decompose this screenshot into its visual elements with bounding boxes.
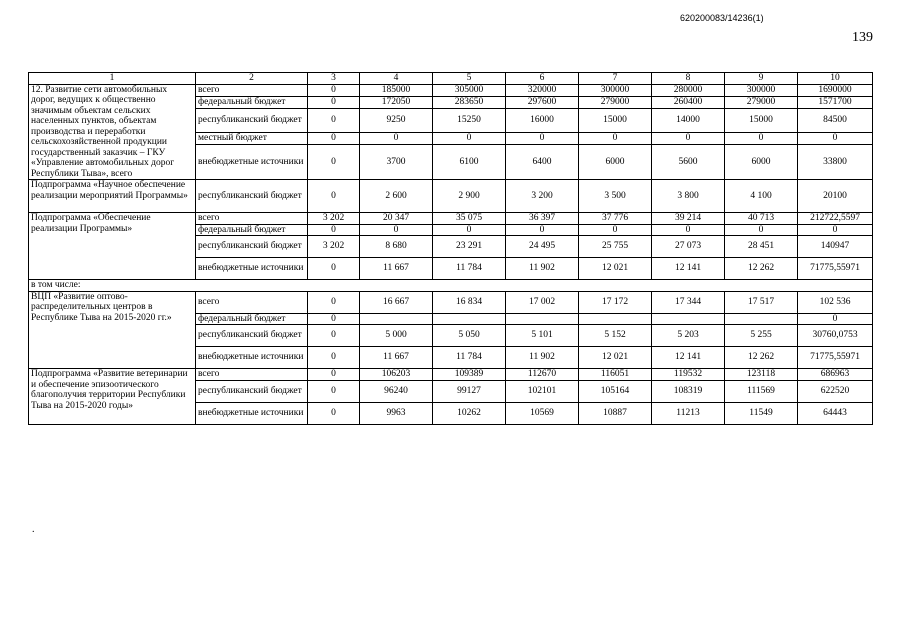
- value-cell: 0: [308, 313, 360, 325]
- program-name: Подпрограмма «Развитие ветеринарии и обеспечение эпизоотического благополучия территории Республики Тыва на 2015-2020 годы»: [29, 369, 196, 425]
- value-cell: 5 050: [433, 325, 506, 347]
- funding-source: республиканский бюджет: [196, 236, 308, 258]
- value-cell: 0: [579, 224, 652, 236]
- value-cell: 5600: [652, 144, 725, 179]
- value-cell: 0: [433, 132, 506, 144]
- value-cell: 279000: [725, 96, 798, 108]
- value-cell: 1690000: [798, 84, 873, 96]
- value-cell: 212722,5597: [798, 213, 873, 225]
- value-cell: 109389: [433, 369, 506, 381]
- value-cell: 5 152: [579, 325, 652, 347]
- value-cell: 39 214: [652, 213, 725, 225]
- value-cell: 17 002: [506, 291, 579, 313]
- value-cell: 0: [308, 369, 360, 381]
- footer-mark: .: [32, 524, 35, 535]
- value-cell: 5 255: [725, 325, 798, 347]
- value-cell: 0: [798, 313, 873, 325]
- header-cell: 2: [196, 73, 308, 85]
- value-cell: 108319: [652, 380, 725, 402]
- value-cell: 0: [725, 132, 798, 144]
- value-cell: 0: [308, 224, 360, 236]
- value-cell: 0: [308, 325, 360, 347]
- value-cell: 17 344: [652, 291, 725, 313]
- value-cell: 0: [798, 132, 873, 144]
- value-cell: [506, 313, 579, 325]
- value-cell: 0: [308, 180, 360, 213]
- funding-source: внебюджетные источники: [196, 258, 308, 280]
- funding-source: внебюджетные источники: [196, 402, 308, 424]
- header-cell: 7: [579, 73, 652, 85]
- value-cell: 16 834: [433, 291, 506, 313]
- program-name: ВЦП «Развитие оптово-распределительных центров в Республике Тыва на 2015-2020 гг.»: [29, 291, 196, 369]
- value-cell: 0: [506, 224, 579, 236]
- table-row: [29, 84, 873, 96]
- value-cell: 25 755: [579, 236, 652, 258]
- value-cell: 10262: [433, 402, 506, 424]
- value-cell: 280000: [652, 84, 725, 96]
- header-row: [29, 73, 873, 85]
- value-cell: 105164: [579, 380, 652, 402]
- value-cell: 30760,0753: [798, 325, 873, 347]
- value-cell: 6000: [725, 144, 798, 179]
- value-cell: 0: [360, 132, 433, 144]
- value-cell: [433, 313, 506, 325]
- header-cell: 1: [29, 73, 196, 85]
- funding-source: республиканский бюджет: [196, 325, 308, 347]
- value-cell: 20100: [798, 180, 873, 213]
- header-cell: 10: [798, 73, 873, 85]
- value-cell: 3 500: [579, 180, 652, 213]
- value-cell: 0: [579, 132, 652, 144]
- value-cell: 622520: [798, 380, 873, 402]
- value-cell: 11 902: [506, 258, 579, 280]
- value-cell: 119532: [652, 369, 725, 381]
- value-cell: 96240: [360, 380, 433, 402]
- value-cell: 300000: [725, 84, 798, 96]
- value-cell: 102101: [506, 380, 579, 402]
- program-name: 12. Развитие сети автомобильных дорог, ведущих к общественно значимым объектам сельских населенных пунктов, объектам производства и переработки сельскохозяйственной продукции государственный заказчик – ГКУ «Управление автомобильных дорог Республики Тыва», всего: [29, 84, 196, 180]
- funding-source: внебюджетные источники: [196, 144, 308, 179]
- value-cell: 3700: [360, 144, 433, 179]
- value-cell: 16000: [506, 109, 579, 132]
- value-cell: 11549: [725, 402, 798, 424]
- funding-source: республиканский бюджет: [196, 380, 308, 402]
- value-cell: 15250: [433, 109, 506, 132]
- value-cell: 686963: [798, 369, 873, 381]
- value-cell: [725, 313, 798, 325]
- value-cell: 0: [308, 132, 360, 144]
- funding-source: всего: [196, 84, 308, 96]
- value-cell: 300000: [579, 84, 652, 96]
- value-cell: 9250: [360, 109, 433, 132]
- value-cell: [360, 313, 433, 325]
- value-cell: 123118: [725, 369, 798, 381]
- funding-source: федеральный бюджет: [196, 313, 308, 325]
- value-cell: 23 291: [433, 236, 506, 258]
- funding-source: всего: [196, 213, 308, 225]
- section-note: в том числе:: [29, 280, 873, 292]
- value-cell: 10887: [579, 402, 652, 424]
- value-cell: [652, 313, 725, 325]
- value-cell: 28 451: [725, 236, 798, 258]
- value-cell: 11 902: [506, 347, 579, 369]
- funding-source: всего: [196, 291, 308, 313]
- value-cell: 71775,55971: [798, 347, 873, 369]
- value-cell: 0: [652, 224, 725, 236]
- value-cell: 17 172: [579, 291, 652, 313]
- value-cell: 9963: [360, 402, 433, 424]
- value-cell: 2 900: [433, 180, 506, 213]
- value-cell: 5 203: [652, 325, 725, 347]
- document-id: 620200083/14236(1): [680, 13, 764, 23]
- value-cell: 3 800: [652, 180, 725, 213]
- page-number: 139: [852, 30, 873, 45]
- value-cell: 283650: [433, 96, 506, 108]
- value-cell: 305000: [433, 84, 506, 96]
- value-cell: 35 075: [433, 213, 506, 225]
- value-cell: 0: [308, 84, 360, 96]
- value-cell: 2 600: [360, 180, 433, 213]
- value-cell: 11 667: [360, 347, 433, 369]
- value-cell: 17 517: [725, 291, 798, 313]
- value-cell: 5 101: [506, 325, 579, 347]
- value-cell: 12 021: [579, 347, 652, 369]
- value-cell: 11213: [652, 402, 725, 424]
- header-cell: 5: [433, 73, 506, 85]
- value-cell: 0: [308, 258, 360, 280]
- value-cell: 185000: [360, 84, 433, 96]
- value-cell: 12 262: [725, 347, 798, 369]
- value-cell: 0: [308, 347, 360, 369]
- header-cell: 3: [308, 73, 360, 85]
- value-cell: 37 776: [579, 213, 652, 225]
- table-body: [29, 73, 873, 425]
- value-cell: 33800: [798, 144, 873, 179]
- value-cell: 0: [506, 132, 579, 144]
- header-cell: 4: [360, 73, 433, 85]
- funding-source: федеральный бюджет: [196, 96, 308, 108]
- table-row: [29, 291, 873, 313]
- value-cell: 0: [725, 224, 798, 236]
- value-cell: 6000: [579, 144, 652, 179]
- funding-source: внебюджетные источники: [196, 347, 308, 369]
- value-cell: 116051: [579, 369, 652, 381]
- value-cell: 0: [652, 132, 725, 144]
- header-cell: 8: [652, 73, 725, 85]
- value-cell: 0: [308, 144, 360, 179]
- value-cell: 0: [308, 109, 360, 132]
- subtotal-label-row: [29, 280, 873, 292]
- value-cell: 5 000: [360, 325, 433, 347]
- value-cell: 0: [308, 291, 360, 313]
- value-cell: 112670: [506, 369, 579, 381]
- value-cell: 12 141: [652, 258, 725, 280]
- value-cell: 106203: [360, 369, 433, 381]
- value-cell: [579, 313, 652, 325]
- value-cell: 0: [308, 402, 360, 424]
- value-cell: 111569: [725, 380, 798, 402]
- value-cell: 6400: [506, 144, 579, 179]
- value-cell: 0: [360, 224, 433, 236]
- budget-table: [28, 72, 873, 425]
- value-cell: 64443: [798, 402, 873, 424]
- value-cell: 297600: [506, 96, 579, 108]
- value-cell: 102 536: [798, 291, 873, 313]
- table-row: [29, 180, 873, 213]
- funding-source: местный бюджет: [196, 132, 308, 144]
- value-cell: 1571700: [798, 96, 873, 108]
- value-cell: 99127: [433, 380, 506, 402]
- value-cell: 15000: [725, 109, 798, 132]
- value-cell: 6100: [433, 144, 506, 179]
- value-cell: 0: [308, 380, 360, 402]
- value-cell: 172050: [360, 96, 433, 108]
- table-row: [29, 369, 873, 381]
- value-cell: 279000: [579, 96, 652, 108]
- value-cell: 20 347: [360, 213, 433, 225]
- funding-source: республиканский бюджет: [196, 180, 308, 213]
- value-cell: 140947: [798, 236, 873, 258]
- value-cell: 40 713: [725, 213, 798, 225]
- value-cell: 320000: [506, 84, 579, 96]
- funding-source: республиканский бюджет: [196, 109, 308, 132]
- value-cell: 15000: [579, 109, 652, 132]
- value-cell: 24 495: [506, 236, 579, 258]
- value-cell: 8 680: [360, 236, 433, 258]
- funding-source: всего: [196, 369, 308, 381]
- value-cell: 11 784: [433, 347, 506, 369]
- value-cell: 12 262: [725, 258, 798, 280]
- value-cell: 71775,55971: [798, 258, 873, 280]
- value-cell: 3 202: [308, 213, 360, 225]
- program-name: Подпрограмма «Научное обеспечение реализации мероприятий Программы»: [29, 180, 196, 213]
- value-cell: 260400: [652, 96, 725, 108]
- value-cell: 12 141: [652, 347, 725, 369]
- value-cell: 11 784: [433, 258, 506, 280]
- value-cell: 84500: [798, 109, 873, 132]
- value-cell: 16 667: [360, 291, 433, 313]
- value-cell: 3 200: [506, 180, 579, 213]
- table-row: [29, 213, 873, 225]
- value-cell: 4 100: [725, 180, 798, 213]
- value-cell: 12 021: [579, 258, 652, 280]
- value-cell: 3 202: [308, 236, 360, 258]
- value-cell: 0: [798, 224, 873, 236]
- value-cell: 0: [308, 96, 360, 108]
- funding-source: федеральный бюджет: [196, 224, 308, 236]
- value-cell: 0: [433, 224, 506, 236]
- header-cell: 6: [506, 73, 579, 85]
- value-cell: 27 073: [652, 236, 725, 258]
- header-cell: 9: [725, 73, 798, 85]
- value-cell: 11 667: [360, 258, 433, 280]
- value-cell: 14000: [652, 109, 725, 132]
- program-name: Подпрограмма «Обеспечение реализации Программы»: [29, 213, 196, 280]
- value-cell: 36 397: [506, 213, 579, 225]
- value-cell: 10569: [506, 402, 579, 424]
